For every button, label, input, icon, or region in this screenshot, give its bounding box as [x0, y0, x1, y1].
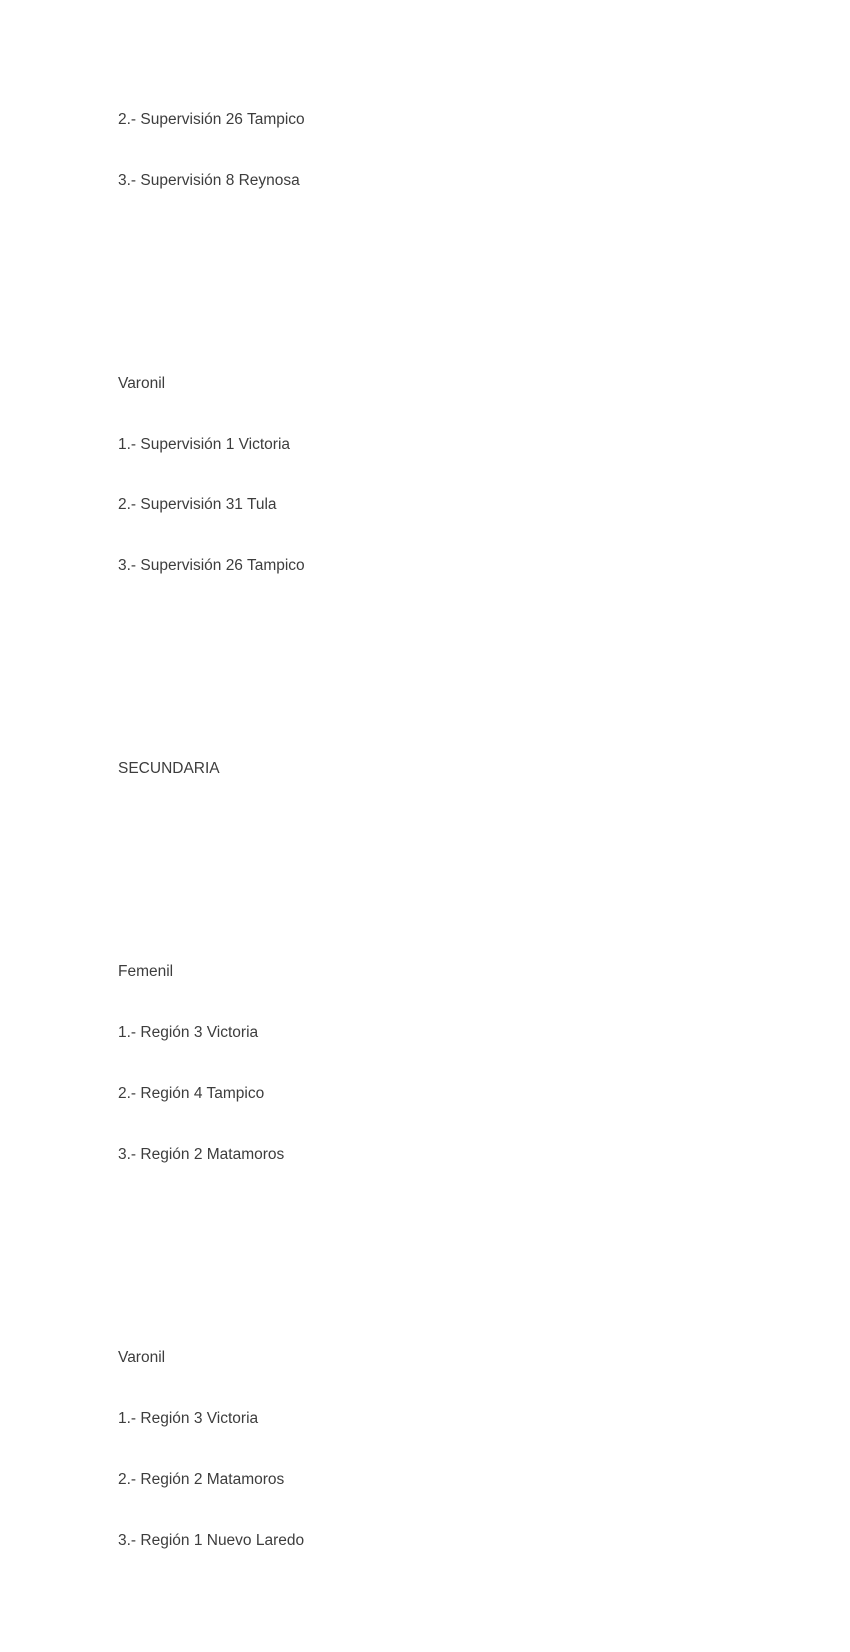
section-secundaria-heading — [118, 719, 305, 820]
result-line: 3.- Región 2 Matamoros — [118, 1145, 285, 1163]
result-line: 1.- Región 3 Victoria — [118, 1024, 259, 1042]
result-line: 3.- Región 1 Nuevo Laredo — [118, 1531, 305, 1549]
results-text-block — [118, 0, 305, 1652]
group-heading: Femenil — [118, 963, 174, 981]
section-varonil-region — [118, 1307, 305, 1591]
result-line: 2.- Región 4 Tampico — [118, 1085, 265, 1103]
result-line: 3.- Supervisión 26 Tampico — [118, 557, 305, 575]
result-line: 2.- Región 2 Matamoros — [118, 1470, 285, 1488]
result-line: 1.- Supervisión 1 Victoria — [118, 435, 291, 453]
result-line-clipped: 2.- Supervisión 26 Tampico — [118, 110, 305, 128]
category-heading: SECUNDARIA — [118, 760, 220, 778]
group-heading: Varonil — [118, 1348, 166, 1366]
section-varonil-supervision — [118, 333, 305, 617]
result-line: 3.- Supervisión 8 Reynosa — [118, 171, 300, 189]
result-line: 2.- Supervisión 31 Tula — [118, 496, 277, 514]
group-heading: Varonil — [118, 374, 166, 392]
section-femenil-region — [118, 922, 305, 1206]
result-line: 1.- Región 3 Victoria — [118, 1409, 259, 1427]
section-clipped-top — [118, 69, 305, 231]
